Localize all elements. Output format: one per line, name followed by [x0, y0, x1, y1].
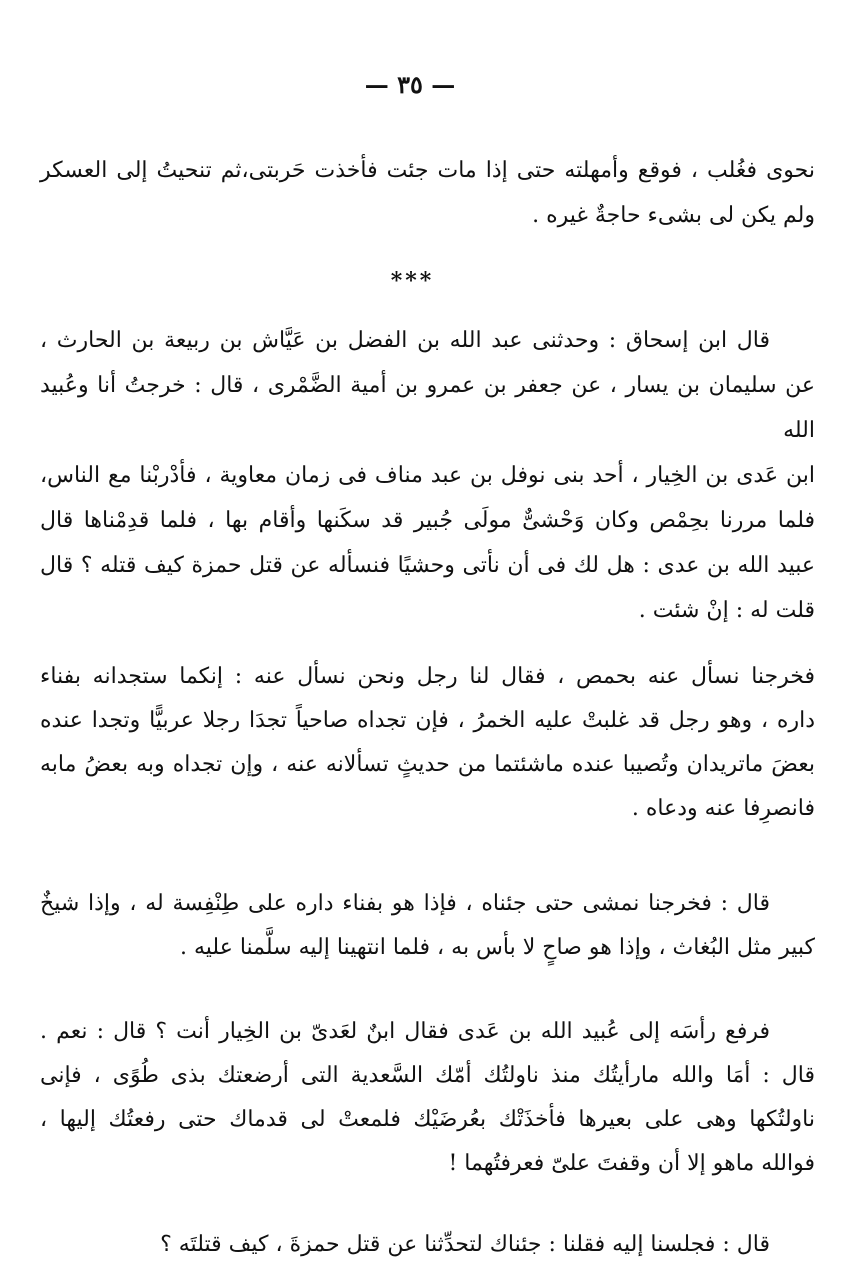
text-line: فلما مررنا بحِمْص وكان وَحْشىٌّ مولَى جُبير قد سكَنها وأقام بها ، فلما قدِمْناها قال [40, 508, 815, 533]
paragraph-1 [40, 148, 815, 238]
page-number: — ٣٥ — [364, 70, 456, 99]
text-line: فخرجنا نسأل عنه بحمص ، فقال لنا رجل ونحن نسأل عنه : إنكما ستجدانه بفناء [40, 664, 815, 689]
paragraph-3 [40, 655, 815, 831]
text-line: قال ابن إسحاق : وحدثنى عبد الله بن الفضل بن عَيَّاش بن ربيعة بن الحارث ، [40, 328, 770, 353]
paragraph-6 [40, 1223, 815, 1267]
text-line: عن سليمان بن يسار ، عن جعفر بن عمرو بن أمية الضَّمْرى ، قال : خرجتُ أنا وعُبيد الله [40, 373, 815, 443]
text-line: قال : فخرجنا نمشى حتى جئناه ، فإذا هو بفناء داره على طِنْفِسة له ، وإذا شيخٌ [40, 891, 770, 916]
text-line: ناولتُكها وهى على بعيرها فأخذَتْك بعُرضَيْك فلمعتْ لى قدماك حتى رفعتُك إليها ، [40, 1107, 815, 1132]
text-line: داره ، وهو رجل قد غلبتْ عليه الخمرُ ، فإن تجداه صاحياً تجدَا رجلا عربيًّا وتجدا عنده [40, 708, 815, 733]
text-line: قال : فجلسنا إليه فقلنا : جئناك لتحدِّثنا عن قتل حمزةَ ، كيف قتلتَه ؟ [160, 1232, 770, 1257]
paragraph-4 [40, 882, 815, 970]
text-line: ابن عَدى بن الخِيار ، أحد بنى نوفل بن عبد مناف فى زمان معاوية ، فأدْربْنا مع الناس، [40, 463, 815, 488]
text-line: فرفع رأسَه إلى عُبيد الله بن عَدى فقال ابنٌ لعَدىّ بن الخِيار أنت ؟ قال : نعم . [40, 1019, 770, 1044]
text-line: نحوى فغُلب ، فوقع وأمهلته حتى إذا مات جئت فأخذت حَربتى،ثم تنحيتُ إلى العسكر [40, 158, 815, 183]
paragraph-2 [40, 318, 815, 633]
text-line: عبيد الله بن عدى : هل لك فى أن نأتى وحشيًا فنسأله عن قتل حمزة كيف قتله ؟ قال [40, 553, 815, 578]
section-separator: *** [390, 268, 435, 294]
text-line: فوالله ماهو إلا أن وقفتَ علىّ فعرفتُهما ! [448, 1151, 815, 1176]
text-line: قال : أمَا والله مارأيتُك منذ ناولتُك أمّك السَّعدية التى أرضعتك بذى طُوًى ، فإنى [40, 1063, 815, 1088]
text-line: قلت له : إنْ شئت . [638, 598, 815, 623]
text-line: كبير مثل البُغاث ، وإذا هو صاحٍ لا بأس به ، فلما انتهينا إليه سلَّمنا عليه . [180, 935, 815, 960]
text-line: فانصرِفا عنه ودعاه . [631, 796, 815, 821]
text-line: ولم يكن لى بشىء حاجةٌ غيره . [532, 203, 815, 228]
paragraph-5 [40, 1010, 815, 1186]
text-line: بعضَ ماتريدان وتُصيبا عنده ماشئتما من حديثٍ تسألانه عنه ، وإن تجداه وبه بعضُ مابه [40, 752, 815, 777]
